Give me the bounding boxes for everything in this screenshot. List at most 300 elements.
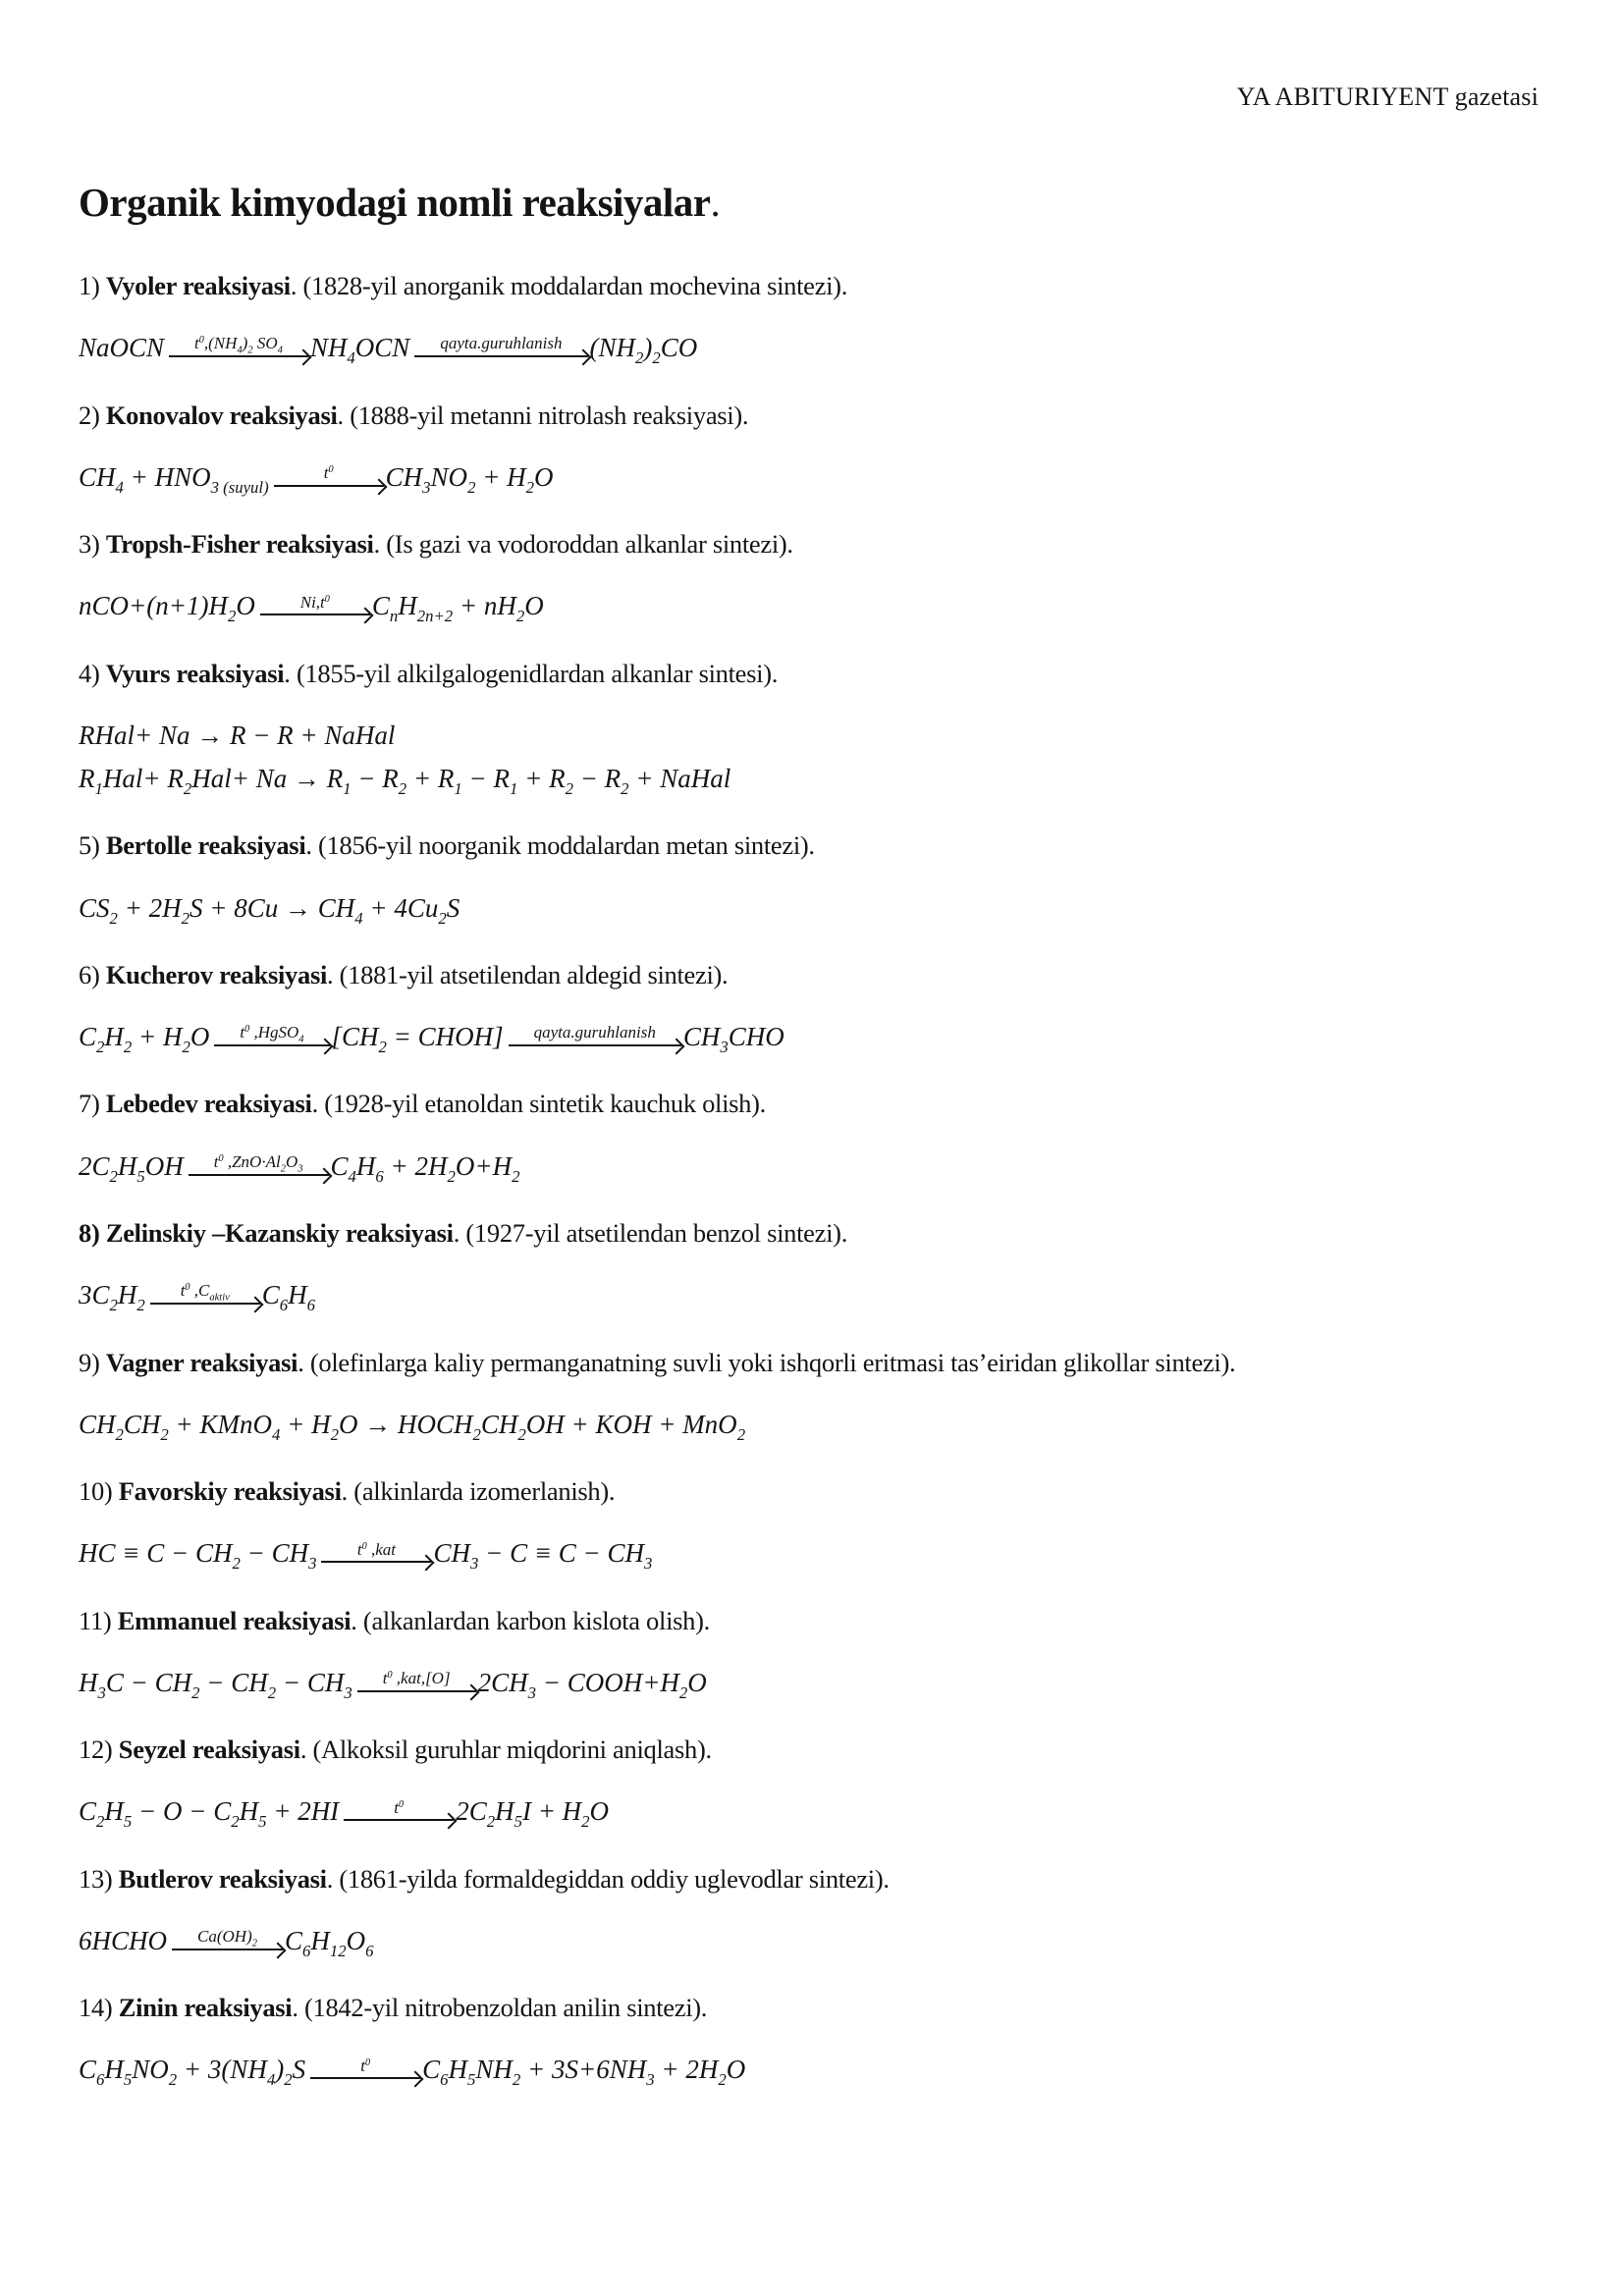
reaction-item [79,1217,1539,1315]
reaction-arrow [150,1282,260,1305]
reaction-arrow-line [274,485,384,487]
reaction-description: . (1855-yil alkilgalogenidlardan alkanlar sintesi). [284,658,779,688]
reaction-equations [79,1667,1539,1702]
equation-text: CH [79,461,116,492]
reaction-arrow-line [169,355,308,357]
reaction-item [79,658,1539,799]
reaction-arrow-label [214,1024,329,1044]
equation-subscript: 2 [467,477,476,497]
equation-text: t [360,2056,365,2075]
equation-text: − C ≡ C − CH [478,1538,645,1569]
equation-superscript: 0 [185,1282,190,1294]
equation-text: nCO+(n+1)H [79,591,228,621]
reaction-name: Vyurs reaksiyasi [105,658,285,688]
reaction-heading [79,1992,1539,2024]
equation-text: − R [351,764,399,794]
equation-text: t [356,1539,362,1559]
reaction-item [79,1475,1539,1574]
equation-text: OH + KOH + MnO [525,1409,737,1439]
page-header: YA ABITURIYENT gazetasi [1236,82,1539,111]
reaction-arrow-label [189,1153,329,1174]
reaction-arrow-label [155,1282,255,1303]
reaction-equations [79,1021,1539,1057]
reaction-number: 6) [79,959,100,989]
equation-subscript: 2 [182,1038,190,1057]
equation-subscript: 1 [454,779,462,799]
equation-text: ,kat,[O] [392,1669,451,1688]
equation-superscript: 0 [244,1024,250,1036]
reaction-equations [79,1409,1539,1444]
equation-text: 6HCHO [79,1925,168,1955]
equation-subscript: 5 [467,2070,476,2090]
equation-text: 2C [456,1796,487,1827]
reaction-list [79,270,1539,2090]
equation-text: 3C [79,1280,110,1310]
reaction-name: Bertolle reaksiyasi [105,830,306,861]
reaction-heading [79,1217,1539,1250]
equation-subscript: 4 [237,345,243,356]
reaction-equation [79,892,1539,928]
reaction-arrow [344,1799,454,1822]
equation-text: ) [242,334,248,353]
equation-subscript: 2 [652,348,661,368]
equation-subscript: 2 [123,1038,133,1057]
equation-subscript: 6 [365,1941,374,1960]
reaction-arrow-line [344,1819,454,1821]
equation-text: C [261,1280,280,1310]
reaction-heading [79,1475,1539,1508]
reaction-number: 12) [79,1735,113,1765]
equation-text: C [285,1925,303,1955]
equation-text: NO [430,461,468,492]
reaction-name: Lebedev reaksiyasi [105,1089,312,1119]
reaction-item [79,1863,1539,1960]
equation-text: t [382,1669,388,1688]
equation-subscript: 2 [109,908,118,928]
reaction-number: 9) [79,1347,100,1377]
equation-text: + nH [453,591,516,621]
equation-text: H [288,1280,307,1310]
reaction-equations [79,332,1539,368]
equation-text: t [194,334,199,353]
equation-text: + 4Cu [362,892,439,923]
equation-text: − CH [276,1667,345,1697]
reaction-arrow [274,464,384,487]
equation-subscript: 3 [298,1163,303,1175]
equation-subscript: 2 [565,779,573,799]
reaction-equation [79,1667,1539,1702]
equation-text: + H [132,1022,183,1052]
equation-text: H [495,1796,514,1827]
reaction-heading [79,1863,1539,1896]
equation-subscript: 4 [348,1166,356,1186]
equation-text: CO [660,333,698,363]
reaction-description: . (Is gazi va vodoroddan alkanlar sintezi). [373,529,793,560]
equation-subscript: 2 [621,779,629,799]
reaction-equations [79,1279,1539,1315]
equation-subscript: 3 [646,2070,655,2090]
reaction-arrow [189,1153,329,1176]
equation-subscript: 5 [123,2070,133,2090]
equation-subscript: 5 [514,1812,522,1832]
reaction-item [79,1734,1539,1832]
equation-text: H [398,591,417,621]
equation-text: C [79,2055,97,2085]
equation-subscript: 2 [267,1682,277,1702]
equation-text: H [79,1667,98,1697]
reaction-arrow-label [368,1799,429,1820]
equation-subscript: 2 [168,2070,178,2090]
equation-text: + 2H [117,892,182,923]
reaction-arrow-label [172,1928,283,1949]
equation-text: CH [385,461,423,492]
reaction-arrow-label [332,1541,421,1562]
equation-text: C − CH [105,1667,192,1697]
equation-text: NH [475,2055,513,2085]
reaction-number: 11) [79,1605,112,1635]
reaction-heading [79,1347,1539,1379]
equation-text: H [104,1022,124,1052]
equation-superscript: 0 [364,2056,371,2068]
equation-subscript: 2 [512,2070,521,2090]
reaction-arrow [169,335,308,357]
equation-text: (NH [589,333,636,363]
reaction-heading [79,959,1539,991]
equation-text: + 2HI [266,1796,340,1827]
reaction-equation [79,763,1539,799]
equation-text: + 2H [383,1150,448,1181]
equation-subscript: 3 (suyul) [210,477,269,497]
reaction-number: 7) [79,1089,100,1119]
reaction-number: 8) [79,1217,100,1248]
equation-text: C [422,2055,441,2085]
reaction-number: 3) [79,529,100,560]
reaction-arrow-label [357,1670,476,1690]
equation-text: CH [123,1409,161,1439]
equation-subscript: 5 [136,1166,145,1186]
equation-text: Hal+ R [102,764,184,794]
reaction-arrow [321,1541,431,1564]
reaction-name: Kucherov reaksiyasi [105,959,328,989]
reaction-equation [79,1537,1539,1574]
equation-subscript: 2 [635,348,644,368]
reaction-heading [79,1605,1539,1637]
equation-subscript: n [389,607,399,626]
equation-subscript: 2 [183,779,192,799]
reaction-equation [79,461,1539,497]
reaction-description: . (1888-yil metanni nitrolash reaksiyasi). [337,400,749,430]
reaction-arrow-line [260,614,370,615]
equation-subscript: 2 [115,1424,124,1444]
equation-subscript: 2 [718,2070,727,2090]
equation-subscript: 4 [354,908,363,928]
equation-subscript: 3 [308,1554,317,1574]
equation-text: − COOH+H [535,1667,679,1697]
reaction-equation [79,1795,1539,1832]
reaction-equation [79,1409,1539,1444]
equation-superscript: 0 [399,1798,405,1810]
reaction-equation [79,720,1539,751]
page-title-text: Organik kimyodagi nomli reaksiyalar [79,179,711,225]
reaction-item [79,1992,1539,2090]
equation-subscript: 2 [284,2070,293,2090]
reaction-arrow-label [414,335,587,355]
equation-text: C [79,1022,97,1052]
reaction-equation [79,590,1539,626]
reaction-heading [79,658,1539,690]
equation-text: t [323,463,329,482]
equation-superscript: 0 [198,335,204,347]
equation-text: ) [643,333,653,363]
equation-text: H [117,1150,137,1181]
reaction-arrow [214,1024,329,1046]
reaction-equations [79,1925,1539,1960]
page-title-period: . [710,179,721,225]
equation-text: − O − C [132,1796,232,1827]
equation-subscript: 3 [422,477,431,497]
reaction-name: Zinin reaksiyasi [118,1993,293,2023]
equation-subscript: 3 [644,1554,653,1574]
reaction-equation [79,2054,1539,2090]
equation-text: ,HgSO [249,1023,299,1042]
equation-text: CH [682,1022,721,1052]
equation-text: + H [280,1409,331,1439]
equation-subscript: 2 [447,1166,456,1186]
equation-subscript: 5 [258,1812,267,1832]
equation-subscript: 2 [136,1296,145,1315]
reaction-arrow [310,2057,420,2080]
equation-text: H [448,2055,468,2085]
equation-text: NH [309,333,348,363]
equation-text: + R [406,764,455,794]
equation-subscript: 4 [115,477,124,497]
reaction-description: . (1928-yil etanoldan sintetik kauchuk olish). [311,1089,766,1119]
reaction-item [79,528,1539,626]
equation-text: HC ≡ C − CH [79,1538,233,1569]
reaction-arrow-line [150,1303,260,1305]
equation-subscript: 2 [525,477,535,497]
reaction-equations [79,590,1539,626]
reaction-number: 2) [79,400,100,430]
reaction-number: 1) [79,270,100,300]
equation-text: S + 8Cu → CH [189,892,355,923]
reaction-item [79,959,1539,1057]
equation-text: O [534,461,554,492]
reaction-name: Favorskiy reaksiyasi [118,1476,342,1507]
reaction-description: . (alkinlarda izomerlanish). [341,1476,616,1507]
reaction-description: . (1842-yil nitrobenzoldan anilin sintezi). [292,1993,708,2023]
reaction-arrow-line [321,1561,431,1563]
reaction-arrow-label [298,464,359,485]
equation-subscript: 4 [277,345,283,356]
equation-subscript: 2 [517,1424,526,1444]
equation-text: Ni,t [299,592,325,612]
equation-text: 2C [79,1150,110,1181]
equation-subscript: 6 [96,2070,105,2090]
equation-text: O [687,1667,707,1697]
reaction-arrow-line [189,1174,329,1176]
reaction-arrow-line [414,355,587,357]
reaction-equations [79,892,1539,928]
equation-subscript: 2 [109,1166,118,1186]
reaction-description: . (1927-yil atsetilendan benzol sintezi). [453,1217,848,1248]
reaction-arrow [260,594,370,616]
reaction-name: Emmanuel reaksiyasi [117,1605,352,1635]
equation-subscript: 3 [97,1682,106,1702]
reaction-heading [79,400,1539,432]
equation-subscript: 2 [378,1038,387,1057]
equation-subscript: 2 [438,908,447,928]
equation-text: C [371,591,390,621]
reaction-description: . (1856-yil noorganik moddalardan metan sintezi). [305,830,815,861]
reaction-description: . (alkanlardan karbon kislota olish). [351,1605,710,1635]
reaction-equation [79,1150,1539,1186]
equation-text: CH [433,1538,470,1569]
reaction-arrow [509,1024,681,1046]
equation-subscript: 2 [232,1554,241,1574]
equation-subscript: 2 [160,1424,169,1444]
reaction-arrow [357,1670,476,1692]
reaction-equations [79,1537,1539,1574]
equation-text: NaOCN [79,333,165,363]
equation-text: SO [252,334,278,353]
equation-subscript: 2 [515,607,525,626]
equation-text: O+H [455,1150,513,1181]
reaction-arrow-label [169,335,308,355]
equation-text: CH [79,1409,116,1439]
equation-superscript: 0 [218,1152,224,1164]
equation-text: [CH [331,1022,379,1052]
equation-text: O [589,1796,610,1827]
equation-subscript: 3 [527,1682,536,1702]
reaction-arrow [172,1928,283,1950]
equation-subscript: aktiv [209,1292,230,1304]
reaction-name: Tropsh-Fisher reaksiyasi [105,529,374,560]
equation-text: + H [475,461,526,492]
equation-text: O [189,1022,210,1052]
equation-text: t [394,1797,399,1817]
equation-subscript: 4 [347,348,355,368]
equation-subscript: 2 [251,1938,257,1949]
equation-subscript: 1 [509,779,518,799]
equation-text: H [117,1280,137,1310]
equation-text: O [346,1925,366,1955]
equation-text: C [330,1150,349,1181]
equation-subscript: 3 [720,1038,729,1057]
equation-text: + 3S+6NH [520,2055,647,2085]
equation-text: O → HOCH [338,1409,473,1439]
equation-text: H [310,1925,330,1955]
equation-superscript: 0 [328,463,334,475]
equation-text: + HNO [123,461,211,492]
reaction-item [79,1088,1539,1186]
equation-text: OCN [354,333,410,363]
reaction-item [79,400,1539,497]
equation-text: O [726,2055,746,2085]
reaction-description: . (1881-yil atsetilendan aldegid sintezi). [327,959,729,989]
reaction-arrow-line [172,1949,283,1950]
equation-text: O [285,1151,298,1171]
equation-subscript: 4 [272,1424,281,1444]
equation-text: S [292,2055,306,2085]
reaction-item [79,270,1539,368]
equation-subscript: 2 [472,1424,481,1444]
reaction-arrow [414,335,587,357]
equation-text: = CHOH] [386,1022,504,1052]
reaction-heading [79,270,1539,302]
reaction-number: 13) [79,1863,113,1894]
reaction-name: Konovalov reaksiyasi [105,400,338,430]
equation-text: R [79,764,95,794]
equation-subscript: 6 [279,1296,289,1315]
equation-text: H [355,1150,376,1181]
equation-subscript: 6 [440,2070,449,2090]
equation-text: Hal+ Na → R [191,764,344,794]
equation-text: CHO [728,1022,784,1052]
equation-subscript: 2 [398,779,407,799]
equation-subscript: 6 [302,1941,311,1960]
reaction-name: Vyoler reaksiyasi [105,270,291,300]
equation-subscript: 1 [94,779,103,799]
equation-text: O [236,591,255,621]
equation-subscript: 2 [231,1812,240,1832]
reaction-description: . (1828-yil anorganik moddalardan mochevina sintezi). [290,270,848,300]
reaction-number: 4) [79,658,100,688]
equation-subscript: 2 [280,1163,286,1175]
equation-subscript: 2 [227,607,237,626]
equation-text: − R [461,764,510,794]
equation-superscript: 0 [387,1669,393,1681]
equation-subscript: 2 [581,1812,590,1832]
equation-text: 2CH [477,1667,528,1697]
reaction-item [79,1605,1539,1702]
reaction-arrow-line [214,1044,329,1046]
reaction-arrow-label [335,2057,396,2078]
reaction-number: 10) [79,1476,113,1507]
reaction-name: Seyzel reaksiyasi [118,1735,300,1765]
equation-text: CH [480,1409,518,1439]
equation-subscript: 2 [109,1296,118,1315]
equation-subscript: 3 [469,1554,479,1574]
equation-text: − CH [240,1538,309,1569]
reaction-equation [79,1021,1539,1057]
equation-text: H [104,2055,124,2085]
equation-text: CS [79,892,110,923]
equation-superscript: 0 [324,593,330,605]
equation-text: + 3(NH [177,2055,267,2085]
reaction-name: Butlerov reaksiyasi [118,1863,327,1894]
reaction-arrow-line [509,1044,681,1046]
equation-subscript: 2 [512,1166,520,1186]
reaction-number: 14) [79,1993,113,2023]
equation-text: qayta.guruhlanish [533,1023,656,1042]
equation-subscript: 5 [123,1812,133,1832]
equation-text: ,C [189,1281,210,1301]
reaction-description: . (Alkoksil guruhlar miqdorini aniqlash). [299,1735,712,1765]
reaction-description: . (1861-yilda formaldegiddan oddiy uglevodlar sintezi). [326,1863,890,1894]
reaction-heading [79,1088,1539,1120]
equation-text: + KMnO [168,1409,272,1439]
reaction-item [79,829,1539,928]
reaction-name: Vagner reaksiyasi [105,1347,298,1377]
reaction-arrow-line [357,1690,476,1692]
equation-subscript: 1 [343,779,352,799]
equation-text: + NaHal [628,764,731,794]
equation-subscript: 2 [181,908,189,928]
equation-text: + 2H [654,2055,719,2085]
equation-text: O [524,591,544,621]
equation-text: − R [572,764,622,794]
